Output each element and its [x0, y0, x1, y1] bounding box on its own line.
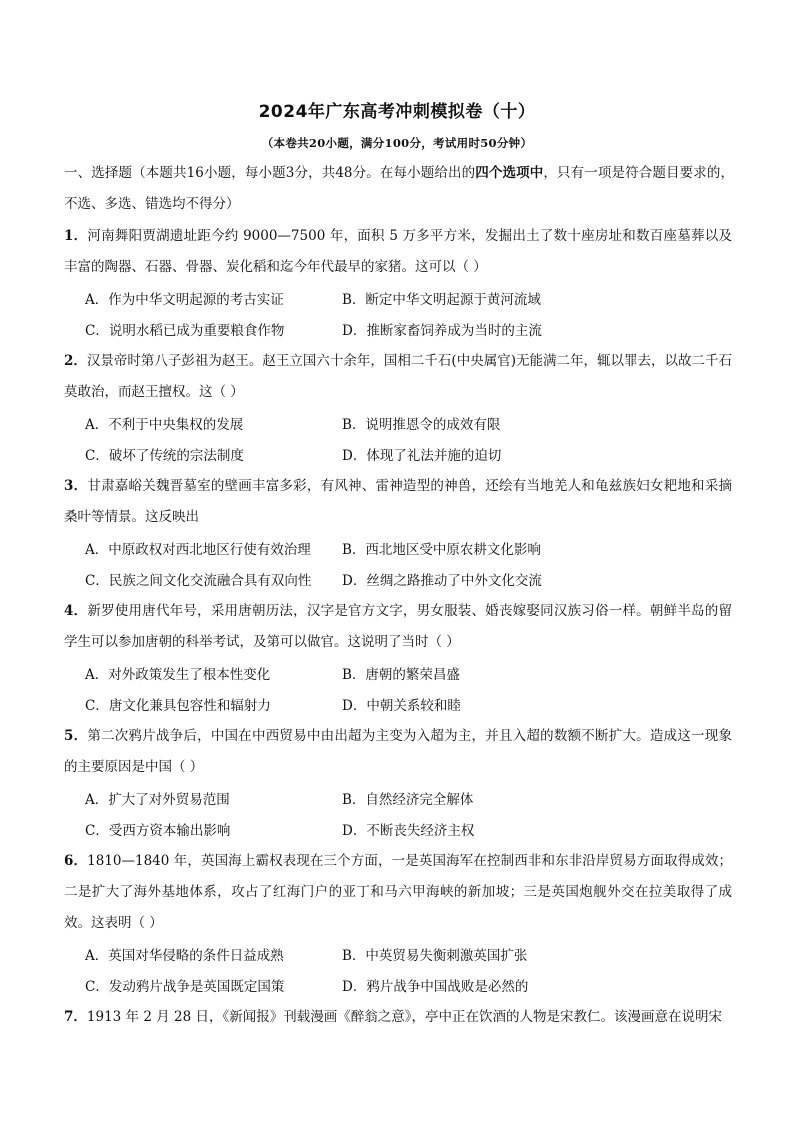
question-6-option-d: D．鸦片战争中国战败是必然的: [342, 979, 529, 995]
question-1-option-d: D．推断家畜饲养成为当时的主流: [342, 323, 542, 339]
question-2-option-b: B．说明推恩令的成效有限: [342, 417, 501, 433]
question-4-option-a: A．对外政策发生了根本性变化: [85, 667, 271, 683]
question-1-option-c: C．说明水稻已成为重要粮食作物: [85, 323, 285, 339]
section-four-options: 四个选项中: [475, 165, 544, 181]
question-3-option-b: B．西北地区受中原农耕文化影响: [342, 542, 541, 558]
section-total: 48: [335, 165, 353, 181]
question-1-option-b: B．断定中华文明起源于黄河流域: [342, 292, 541, 308]
question-text: 1810—1840 年，英国海上霸权表现在三个方面，一是英国海军在控制西非和东非沿岸贸易方面取得成效；二是扩大了海外基地体系，攻占了红海门户的亚丁和马六甲海峡的新加坡；三是英国炮舰外交在拉美取得了成效。这表明（ ）: [64, 853, 732, 931]
question-6-option-b: B．中英贸易失衡刺激英国扩张: [342, 948, 528, 964]
question-3-option-c: C．民族之间文化交流融合具有双向性: [85, 573, 312, 589]
question-2-option-a: A．不利于中央集权的发展: [85, 417, 244, 433]
question-text: 汉景帝时第八子彭祖为赵王。赵王立国六十余年，国相二千石(中央属官)无能满二年，辄以罪去，以故二千石莫敢治，而赵王擅权。这（ ）: [64, 353, 732, 400]
question-2-option-d: D．体现了礼法并施的迫切: [342, 448, 502, 464]
question-number: 5．: [64, 728, 88, 744]
question-4-option-c: C．唐文化兼具包容性和辐射力: [85, 698, 271, 714]
question-5-option-c: C．受西方资本输出影响: [85, 823, 231, 839]
question-text: 1913 年 2 月 28 日，《新闻报》刊载漫画《醉翁之意》，亭中正在饮酒的人物是宋教仁。该漫画意在说明宋: [86, 1009, 722, 1025]
question-3-stem: [64, 471, 732, 533]
question-5-option-b: B．自然经济完全解体: [342, 792, 474, 808]
question-1-stem: [64, 221, 732, 283]
section-count: 16: [186, 165, 204, 181]
question-text: 甘肃嘉峪关魏晋墓室的壁画丰富多彩，有风神、雷神造型的神兽，还绘有当地羌人和龟兹族妇女耙地和采摘桑叶等情景。这反映出: [64, 478, 732, 525]
question-number: 4．: [64, 603, 88, 619]
question-5-stem: [64, 721, 732, 783]
question-2-stem: [64, 346, 732, 408]
question-5-option-d: D．不断丧失经济主权: [342, 823, 475, 839]
question-5-option-a: A．扩大了对外贸易范围: [85, 792, 230, 808]
section-prefix: 一、选择题（本题共: [64, 165, 187, 181]
exam-subtitle: （本卷共20小题，满分100分，考试用时50分钟）: [261, 136, 533, 150]
question-4-option-b: B．唐朝的繁荣昌盛: [342, 667, 460, 683]
question-number: 3．: [64, 478, 88, 494]
section-mid2: 分，共: [294, 165, 336, 181]
question-3-option-d: D．丝绸之路推动了中外文化交流: [342, 573, 542, 589]
section-rest: ，只有一项是符合题目要求的，不选、多选、错选均不得分）: [64, 165, 735, 212]
exam-title: 2024年广东高考冲刺模拟卷（十）: [258, 102, 536, 122]
question-text: 第二次鸦片战争后，中国在中西贸易中由出超为主变为入超为主，并且入超的数额不断扩大。造成这一现象的主要原因是中国（ ）: [64, 728, 732, 775]
question-number: 2．: [64, 353, 87, 369]
section-each: 3: [285, 165, 295, 181]
question-7-stem: [64, 1002, 732, 1033]
question-text: 河南舞阳贾湖遗址距今约 9000—7500 年，面积 5 万多平方米，发掘出土了数十座房址和数百座墓葬以及丰富的陶器、石器、骨器、炭化稻和迄今年代最早的家猪。这可以（ ）: [64, 228, 732, 275]
section-instructions: [64, 158, 734, 220]
question-number: 1．: [64, 228, 88, 244]
question-4-stem: [64, 596, 732, 658]
question-6-stem: [64, 846, 732, 939]
question-number: 6．: [64, 853, 88, 869]
section-mid3: 分。在每小题给出的: [352, 165, 476, 181]
question-2-option-c: C．破坏了传统的宗法制度: [85, 448, 244, 464]
question-4-option-d: D．中朝关系较和睦: [342, 698, 461, 714]
section-mid1: 小题，每小题: [203, 165, 286, 181]
question-number: 7．: [64, 1009, 87, 1025]
question-1-option-a: A．作为中华文明起源的考古实证: [85, 292, 284, 308]
question-6-option-c: C．发动鸦片战争是英国既定国策: [85, 979, 285, 995]
question-6-option-a: A．英国对华侵略的条件日益成熟: [85, 948, 284, 964]
question-3-option-a: A．中原政权对西北地区行使有效治理: [85, 542, 311, 558]
question-text: 新罗使用唐代年号，采用唐朝历法，汉字是官方文字，男女服装、婚丧嫁娶同汉族习俗一样。朝鲜半岛的留学生可以参加唐朝的科举考试，及第可以做官。这说明了当时（ ）: [64, 603, 732, 650]
